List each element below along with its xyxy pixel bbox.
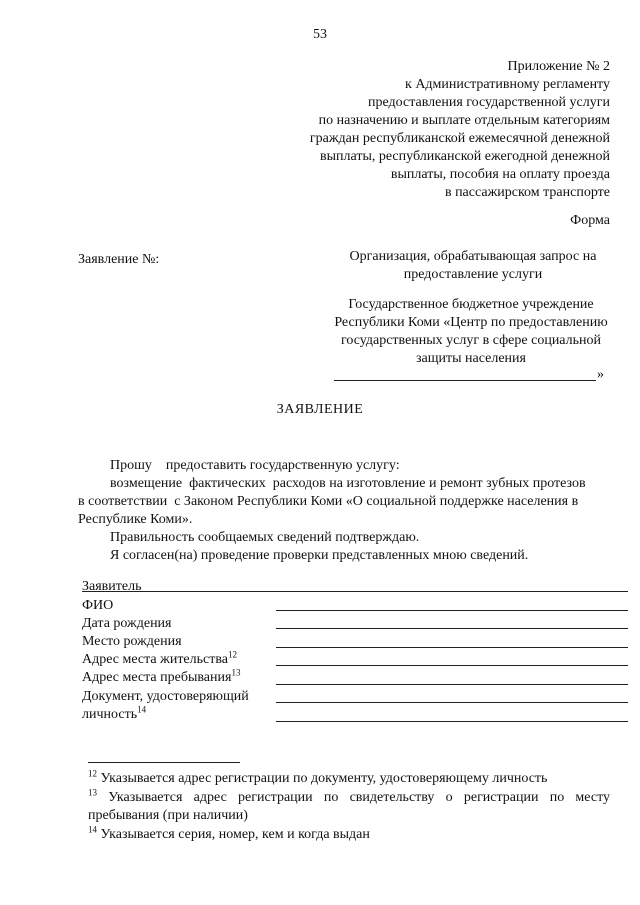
field-label-text: личность	[82, 707, 138, 722]
field-label-fio	[82, 597, 113, 615]
organization-underline	[334, 380, 596, 381]
appendix-header	[250, 58, 610, 202]
appendix-line: в пассажирском транспорте	[444, 185, 610, 200]
appendix-line: по назначению и выплате отдельным категориям	[318, 113, 610, 128]
footnote-number: 14	[88, 824, 97, 835]
footnote-12	[88, 770, 610, 788]
field-label-birth-date	[82, 615, 172, 633]
document-title: ЗАЯВЛЕНИЕ	[276, 402, 364, 417]
field-input-birth-date[interactable]	[276, 628, 628, 629]
applicant-header: Заявитель	[82, 579, 142, 594]
footnote-text: Указывается серия, номер, кем и когда выдан	[100, 827, 370, 842]
organization-caption-line: Организация, обрабатывающая запрос на	[349, 249, 597, 264]
field-input-id-document[interactable]	[276, 702, 628, 703]
organization-name	[318, 296, 624, 368]
appendix-line: предоставления государственной услуги	[368, 95, 610, 110]
appendix-line: выплаты, республиканской ежегодной денежной	[319, 149, 610, 164]
request-text: Прошу предоставить государственную услугу:	[110, 458, 400, 473]
field-label-id-document	[82, 688, 249, 724]
form-label: Форма	[570, 213, 610, 228]
footnote-number: 13	[88, 787, 97, 798]
field-input-residence[interactable]	[276, 665, 628, 666]
field-label-residence	[82, 651, 237, 669]
organization-name-line: Республики Коми «Центр по предоставлению	[334, 315, 608, 330]
footnote-ref: 13	[231, 667, 241, 678]
application-number-label: Заявление №:	[78, 252, 160, 267]
service-text: возмещение фактических расходов на изготовление и ремонт зубных протезов	[110, 476, 586, 491]
field-label-text: Адрес места жительства	[82, 652, 228, 667]
field-label-birth-place	[82, 633, 182, 651]
applicant-header-rule	[82, 591, 628, 592]
field-label-stay	[82, 669, 240, 687]
organization-name-line: Государственное бюджетное учреждение	[348, 297, 594, 312]
footnote-14	[88, 826, 610, 844]
organization-name-line: защиты населения	[416, 351, 526, 366]
appendix-line: к Административному регламенту	[405, 77, 610, 92]
field-input-birth-place[interactable]	[276, 647, 628, 648]
field-label-text: Документ, удостоверяющий	[82, 689, 249, 704]
footnote-ref: 12	[228, 649, 237, 660]
field-input-stay[interactable]	[276, 684, 628, 685]
appendix-line: граждан республиканской ежемесячной денежной	[309, 131, 610, 146]
consent-text: Я согласен(на) проведение проверки представленных мною сведений.	[110, 548, 529, 563]
field-label-text-continued	[82, 706, 249, 724]
appendix-line: Приложение № 2	[507, 59, 610, 74]
footnote-text: Указывается адрес регистрации по свидетельству о регистрации по месту пребывания (при наличии)	[88, 790, 611, 823]
appendix-line: выплаты, пособия на оплату проезда	[390, 167, 610, 182]
field-label-text: Место рождения	[82, 634, 182, 649]
footnote-number: 12	[88, 768, 97, 779]
field-label-text: ФИО	[82, 598, 114, 613]
organization-caption-line: предоставление услуги	[403, 267, 543, 282]
organization-caption	[330, 248, 616, 284]
field-input-fio[interactable]	[276, 610, 628, 611]
law-text: в соответствии с Законом Республики Коми «О социальной поддержке населения в	[78, 494, 579, 509]
footnote-13	[88, 789, 610, 825]
organization-name-line: государственных услуг в сфере социальной	[340, 333, 602, 348]
confirmation-text: Правильность сообщаемых сведений подтверждаю.	[110, 530, 420, 545]
field-label-text: Адрес места пребывания	[82, 670, 232, 685]
footnote-separator	[88, 762, 240, 763]
field-input-id-document-2[interactable]	[276, 721, 628, 722]
footnote-text: Указывается адрес регистрации по документу, удостоверяющему личность	[100, 771, 548, 786]
footnote-ref: 14	[137, 704, 147, 715]
page-number: 53	[313, 27, 327, 42]
closing-quote: »	[597, 367, 604, 382]
field-label-text: Дата рождения	[82, 616, 172, 631]
law-text-continued: Республике Коми».	[78, 512, 193, 527]
